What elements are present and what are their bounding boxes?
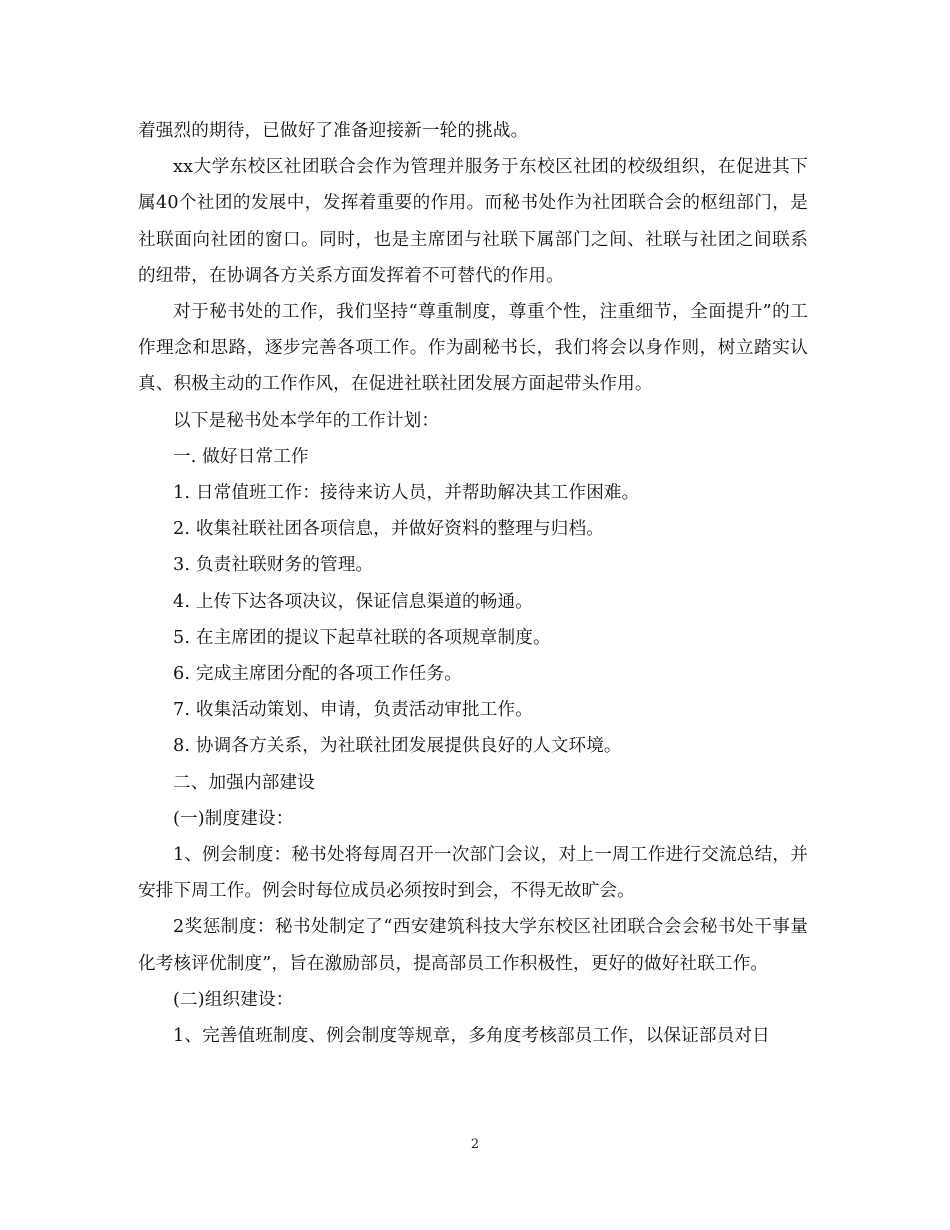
list-item: 5. 在主席团的提议下起草社联的各项规章制度。 xyxy=(173,627,551,648)
paragraph-reward-system: 2奖惩制度：秘书处制定了“西安建筑科技大学东校区社团联合会会秘书处干事量化考核评优制度”，旨在激励部员，提高部员工作积极性，更好的做好社联工作。 xyxy=(138,917,808,974)
paragraph-continuation: 着强烈的期待，已做好了准备迎接新一轮的挑战。 xyxy=(138,121,529,141)
section-heading-internal-building: 二、加强内部建设 xyxy=(173,772,315,793)
list-item: 8. 协调各方关系，为社联社团发展提供良好的人文环境。 xyxy=(173,736,622,757)
subsection-heading-system: (一)制度建设： xyxy=(173,808,294,829)
list-item: 3. 负责社联财务的管理。 xyxy=(173,555,374,576)
paragraph-introduction: xx大学东校区社团联合会作为管理并服务于东校区社团的校级组织，在促进其下属40个社团的发展中，发挥着重要的作用。而秘书处作为社团联合会的枢纽部门，是社联面向社团的窗口。同时，也是主席团与社联下属部门之间、社联与社团之间联系的纽带，在协调各方关系方面发挥着不可替代的作用。 xyxy=(138,157,808,286)
page-number: 2 xyxy=(470,1137,480,1152)
list-item: 1. 日常值班工作：接待来访人员，并帮助解决其工作困难。 xyxy=(173,483,640,504)
list-item: 7. 收集活动策划、申请，负责活动审批工作。 xyxy=(173,700,533,721)
subsection-heading-organization: (二)组织建设： xyxy=(173,989,294,1010)
list-item: 6. 完成主席团分配的各项工作任务。 xyxy=(173,664,462,685)
paragraph-work-philosophy: 对于秘书处的工作，我们坚持“尊重制度，尊重个性，注重细节，全面提升”的工作理念和思路，逐步完善各项工作。作为副秘书长，我们将会以身作则，树立踏实认真、积极主动的工作作风，在促进社联社团发展方面起带头作用。 xyxy=(138,302,808,395)
section-heading-daily-work: 一. 做好日常工作 xyxy=(173,446,309,467)
document-body xyxy=(138,113,808,1054)
paragraph-plan-intro: 以下是秘书处本学年的工作计划： xyxy=(173,410,440,431)
list-item: 4. 上传下达各项决议，保证信息渠道的畅通。 xyxy=(173,591,533,612)
paragraph-duty-system: 1、完善值班制度、例会制度等规章，多角度考核部员工作，以保证部员对日 xyxy=(173,1026,770,1047)
paragraph-meeting-system: 1、例会制度：秘书处将每周召开一次部门会议，对上一周工作进行交流总结，并安排下周工作。例会时每位成员必须按时到会，不得无故旷会。 xyxy=(138,845,808,902)
list-item: 2. 收集社联社团各项信息，并做好资料的整理与归档。 xyxy=(173,519,604,540)
